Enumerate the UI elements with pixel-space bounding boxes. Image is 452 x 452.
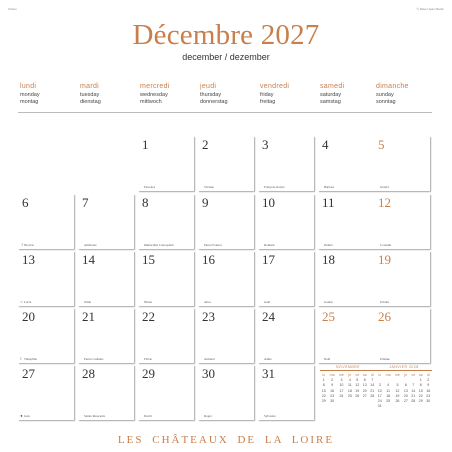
mini-weekday-head: me [338, 372, 344, 377]
day-number: 29 [142, 366, 155, 381]
mini-day: 5 [356, 377, 359, 382]
mini-day: 12 [395, 388, 400, 393]
mini-day: 29 [321, 399, 326, 404]
mini-day: 18 [347, 388, 352, 393]
day-number: 21 [82, 309, 95, 324]
mini-day: 14 [370, 383, 375, 388]
mini-day: 27 [362, 393, 367, 398]
day-cell[interactable] [258, 251, 314, 306]
moon-phase-icon: ☾ [19, 356, 24, 361]
saint-name: Noël [324, 357, 331, 361]
day-cell[interactable] [18, 194, 74, 249]
day-number: 1 [142, 137, 149, 152]
mini-day: 26 [395, 399, 400, 404]
day-number: 28 [82, 366, 95, 381]
mini-day: 7 [371, 377, 374, 382]
mini-day: 29 [418, 399, 423, 404]
moon-phase-icon: ● [20, 413, 23, 418]
saint-name: Sylvestre [264, 414, 276, 418]
day-number: 4 [322, 137, 329, 152]
day-cell[interactable] [258, 308, 314, 363]
month-subtitle: december / dezember [182, 52, 270, 62]
mini-day: 23 [426, 393, 431, 398]
day-cell[interactable] [78, 194, 134, 249]
mini-day: 22 [321, 393, 326, 398]
mini-weekday-head: me [394, 372, 400, 377]
mini-calendar-title: NOVEMBRE [320, 365, 376, 371]
weekday-label-en: thursday [200, 91, 222, 98]
saint-name: Pierre Canisius [84, 357, 104, 361]
mini-day: 4 [348, 377, 351, 382]
saint-name: Jean [24, 414, 30, 418]
day-number: 27 [22, 366, 35, 381]
mini-day [337, 398, 346, 403]
mini-day: 19 [395, 393, 400, 398]
weekday-label-de: sonntag [376, 99, 396, 105]
mini-day [361, 398, 368, 403]
day-number: 7 [82, 195, 89, 210]
day-number: 30 [202, 366, 215, 381]
day-cell[interactable] [138, 194, 194, 249]
day-cell[interactable] [138, 251, 194, 306]
moon-phase-icon: ☽ [19, 242, 24, 247]
mini-day [368, 398, 376, 403]
day-number: 12 [378, 195, 391, 210]
weekday-label-en: sunday [376, 91, 394, 98]
day-cell[interactable] [138, 308, 194, 363]
mini-day: 18 [386, 393, 391, 398]
saint-name: Odile [84, 300, 92, 304]
day-number: 8 [142, 195, 149, 210]
footer-caption: LES CHÂTEAUX DE LA LOIRE [117, 434, 335, 446]
mini-day: 25 [347, 393, 352, 398]
mini-day: 20 [362, 388, 367, 393]
mini-day: 20 [403, 393, 408, 398]
day-number: 16 [202, 252, 215, 267]
day-cell[interactable] [374, 136, 430, 191]
weekday-thursday [200, 83, 258, 107]
saint-name: Daniel [324, 243, 333, 247]
weekday-label-en: friday [260, 91, 274, 98]
mini-day: 7 [412, 383, 415, 388]
mini-day: 6 [363, 377, 366, 382]
corner-note-left: Chéne [8, 7, 17, 11]
mini-day [383, 404, 392, 409]
weekday-label-fr: mercredi [140, 83, 170, 90]
saint-name: Gatien [324, 300, 333, 304]
saint-name: Flavie [144, 357, 152, 361]
mini-day: 21 [370, 388, 375, 393]
mini-day: 31 [377, 404, 382, 409]
mini-day: 30 [426, 399, 431, 404]
day-cell[interactable] [78, 251, 134, 306]
saint-name: Gaël [264, 300, 271, 304]
mini-day [393, 404, 402, 409]
mini-day: 17 [377, 393, 382, 398]
day-number: 10 [262, 195, 275, 210]
mini-day: 22 [418, 393, 423, 398]
saint-name: Immaculée Conception [144, 243, 174, 247]
weekday-label-fr: dimanche [376, 83, 409, 90]
weekday-label-fr: mardi [80, 83, 100, 90]
weekday-label-de: donnerstag [200, 99, 228, 105]
day-cell[interactable] [198, 308, 254, 363]
mini-calendar [376, 365, 432, 409]
mini-weekday-head: je [348, 372, 352, 377]
saint-name: Roger [204, 414, 212, 418]
mini-day: 2 [427, 377, 430, 382]
day-cell[interactable] [318, 251, 374, 306]
day-cell[interactable] [258, 194, 314, 249]
mini-day: 1 [322, 377, 325, 382]
day-number: 5 [378, 137, 385, 152]
mini-day: 3 [378, 383, 381, 388]
mini-day: 10 [377, 388, 382, 393]
saint-name: François-Xavier [264, 185, 285, 189]
mini-day [346, 398, 353, 403]
day-cell[interactable] [198, 251, 254, 306]
day-cell[interactable] [78, 365, 134, 420]
mini-day [417, 404, 424, 409]
saint-name: Pierre Fourier [204, 243, 222, 247]
day-number: 22 [142, 309, 155, 324]
weekday-label-fr: lundi [20, 83, 37, 90]
day-number: 26 [378, 309, 391, 324]
weekday-label-de: dienstag [80, 99, 101, 105]
saint-name: Etienne [380, 357, 390, 361]
mini-day: 5 [396, 383, 399, 388]
mini-day: 30 [330, 399, 335, 404]
weekday-sunday [376, 83, 434, 107]
day-cell[interactable] [18, 308, 74, 363]
mini-day: 13 [403, 388, 408, 393]
mini-day: 1 [419, 377, 422, 382]
day-cell[interactable] [374, 194, 430, 249]
weekday-label-en: saturday [320, 91, 342, 98]
weekday-label-fr: vendredi [260, 83, 290, 90]
day-cell[interactable] [138, 365, 194, 420]
corner-copyright: © Ravel Jean Martin [416, 7, 444, 11]
mini-day: 3 [340, 377, 343, 382]
mini-day: 25 [386, 399, 391, 404]
saint-name: Théophile [24, 357, 37, 361]
mini-day: 11 [347, 383, 352, 388]
day-number: 19 [378, 252, 391, 267]
mini-weekday-head: sa [362, 372, 367, 377]
mini-day: 8 [322, 383, 325, 388]
mini-weekday-head: ve [411, 372, 416, 377]
mini-day: 28 [370, 393, 375, 398]
weekday-label-fr: samedi [320, 83, 345, 90]
day-cell[interactable] [374, 308, 430, 363]
mini-weekday-head: ma [385, 372, 391, 377]
day-cell[interactable] [318, 308, 374, 363]
mini-day: 23 [330, 393, 335, 398]
weekday-label-en: wednesday [140, 91, 168, 98]
mini-day: 13 [362, 383, 367, 388]
weekday-label-de: samstag [320, 99, 341, 105]
mini-day: 11 [386, 388, 390, 393]
saint-name: Ambroise [84, 243, 97, 247]
day-cell[interactable] [18, 251, 74, 306]
mini-calendar [320, 365, 376, 404]
mini-day [410, 404, 417, 409]
mini-day: 19 [355, 388, 360, 393]
day-number: 2 [202, 137, 209, 152]
saint-name: Alice [204, 300, 211, 304]
mini-day: 10 [339, 383, 344, 388]
mini-calendar-title: JANVIER 2028 [376, 365, 432, 371]
mini-day: 15 [418, 388, 423, 393]
mini-day: 16 [330, 388, 335, 393]
saint-name: Corentin [380, 243, 392, 247]
mini-day [354, 398, 361, 403]
header-divider [18, 112, 432, 113]
mini-weekday-head: lu [322, 372, 326, 377]
weekday-monday [20, 83, 78, 107]
saint-name: Barbara [324, 185, 335, 189]
day-number: 25 [322, 309, 335, 324]
weekday-label-de: montag [20, 99, 39, 105]
day-number: 6 [22, 195, 29, 210]
day-number: 17 [262, 252, 275, 267]
day-number: 9 [202, 195, 209, 210]
day-number: 11 [322, 195, 335, 210]
day-cell[interactable] [318, 136, 374, 191]
mini-weekday-head: di [426, 372, 430, 377]
saint-name: Armand [204, 357, 215, 361]
mini-day: 12 [355, 383, 360, 388]
mini-day: 8 [419, 383, 422, 388]
day-cell[interactable] [18, 365, 74, 420]
mini-day: 15 [321, 388, 326, 393]
day-cell[interactable] [258, 365, 314, 420]
mini-weekday-head: sa [418, 372, 423, 377]
mini-weekday-head: lu [378, 372, 382, 377]
mini-day [424, 404, 432, 409]
saint-name: Florence [144, 185, 156, 189]
day-cell[interactable] [138, 136, 194, 191]
saint-name: David [144, 414, 152, 418]
mini-day: 9 [427, 383, 430, 388]
mini-weekday-head: di [370, 372, 374, 377]
day-number: 3 [262, 137, 269, 152]
saint-name: Saints Innocents [84, 414, 105, 418]
saint-name: Gérald [380, 185, 389, 189]
day-number: 18 [322, 252, 335, 267]
mini-day: 21 [411, 393, 416, 398]
day-cell[interactable] [318, 194, 374, 249]
day-number: 14 [82, 252, 95, 267]
mini-day: 4 [387, 383, 390, 388]
mini-day: 6 [404, 383, 407, 388]
day-cell[interactable] [198, 365, 254, 420]
saint-name: Ninon [144, 300, 152, 304]
day-cell[interactable] [258, 136, 314, 191]
day-number: 24 [262, 309, 275, 324]
mini-day: 9 [331, 383, 334, 388]
mini-day: 16 [426, 388, 431, 393]
mini-weekday-head: je [404, 372, 408, 377]
day-number: 20 [22, 309, 35, 324]
weekday-wednesday [140, 83, 198, 107]
day-number: 15 [142, 252, 155, 267]
saint-name: Lucie [24, 300, 32, 304]
weekday-label-de: mittwoch [140, 99, 162, 105]
saint-name: Adèle [264, 357, 272, 361]
mini-day: 2 [331, 377, 334, 382]
weekday-saturday [320, 83, 378, 107]
saint-name: Nicolas [24, 243, 34, 247]
saint-name: Viviane [204, 185, 214, 189]
mini-weekday-head: ve [355, 372, 360, 377]
saint-name: Romaric [264, 243, 275, 247]
mini-day: 14 [411, 388, 416, 393]
mini-day: 24 [377, 399, 382, 404]
mini-day [402, 404, 409, 409]
weekday-label-en: monday [20, 91, 40, 98]
mini-day: 17 [339, 388, 344, 393]
day-cell[interactable] [198, 136, 254, 191]
weekday-friday [260, 83, 318, 107]
mini-day: 27 [403, 399, 408, 404]
weekday-label-de: freitag [260, 99, 276, 105]
day-cell[interactable] [78, 308, 134, 363]
mini-day: 28 [411, 399, 416, 404]
day-number: 23 [202, 309, 215, 324]
day-cell[interactable] [198, 194, 254, 249]
day-number: 31 [262, 366, 275, 381]
mini-day: 24 [339, 393, 344, 398]
month-title: Décembre 2027 [132, 19, 320, 51]
mini-day: 26 [355, 393, 360, 398]
weekday-label-en: tuesday [80, 91, 100, 98]
weekday-label-fr: jeudi [200, 83, 217, 90]
moon-phase-icon: ○ [20, 299, 23, 304]
saint-name: Urbain [380, 300, 389, 304]
weekday-tuesday [80, 83, 138, 107]
day-cell[interactable] [374, 251, 430, 306]
mini-weekday-head: ma [329, 372, 335, 377]
day-number: 13 [22, 252, 35, 267]
